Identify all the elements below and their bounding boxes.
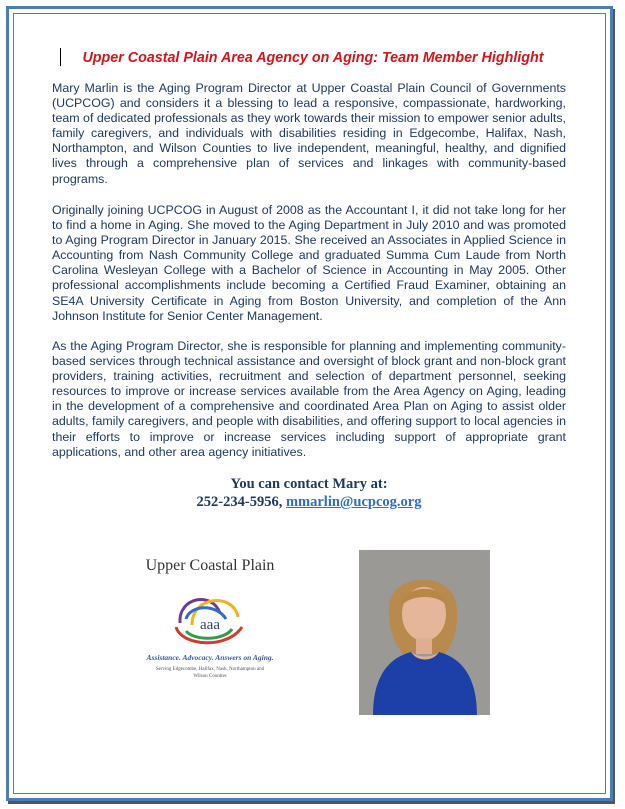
contact-phone: 252-234-5956, [196,494,283,510]
portrait-figure [359,550,490,715]
logo-serving-counties: Serving Edgecombe, Halifax, Nash, Northampton and Wilson Counties [155,667,265,679]
paragraph-intro: Mary Marlin is the Aging Program Director at Upper Coastal Plain Council of Governments (UCPCOG) and considers it a blessing to lead a responsive, compassionate, hardworking, team of dedicated professionals as they work towards their mission to empower senior adults, family caregivers, and individuals with disabilities residing in Edgecombe, Halifax, Nash, Northampton, and Wilson Counties to live independent, meaningful, healthy, and dignified lives through a comprehensive plan of services and linkages with community-based programs. [52,81,566,186]
contact-email-link[interactable]: mmarlin@ucpcog.org [285,494,422,510]
page-title: Upper Coastal Plain Area Agency on Aging: Team Member Highlight [82,50,544,66]
contact-line [52,493,566,512]
paragraph-history: Originally joining UCPCOG in August of 2008 as the Accountant I, it did not take long for her to find a home in Aging. She moved to the Aging Department in July 2010 and was promoted to Aging Program Director in January 2015. She received an Associates in Applied Science in Accounting from Nash Community College and graduated Summa Cum Laude from North Carolina Wesleyan College with a Bachelor of Science in Accounting in May 2005. Other professional accomplishments include becoming a Certified Fraud Examiner, obtaining an SE4A University Certificate in Aging from Boston University, and completion of the Ann Johnson Institute for Senior Center Management. [52,203,566,323]
agency-logo [128,553,292,688]
logo-tagline: Assistance. Advocacy. Answers on Aging. [146,653,274,662]
logo-mark-text: aaa [200,617,220,633]
logo-title: Upper Coastal Plain [145,557,275,574]
contact-heading: You can contact Mary at: [230,476,388,492]
logo-rings-icon [168,583,252,651]
staff-portrait-photo [359,550,490,715]
paragraph-responsibilities: As the Aging Program Director, she is responsible for planning and implementing community-based services through technical assistance and oversight of block grant and non-block grant providers, training activities, recruitment and selection of department personnel, seeking resources to improve or increase services available from the Area Agency on Aging, leading in the development of a comprehensive and coordinated Area Plan on Aging to assist older adults, family caregivers, and people with disabilities, and offering support to local agencies in their efforts to improve or increase services including support of appropriate grant applications, and other area agency initiatives. [52,339,566,459]
